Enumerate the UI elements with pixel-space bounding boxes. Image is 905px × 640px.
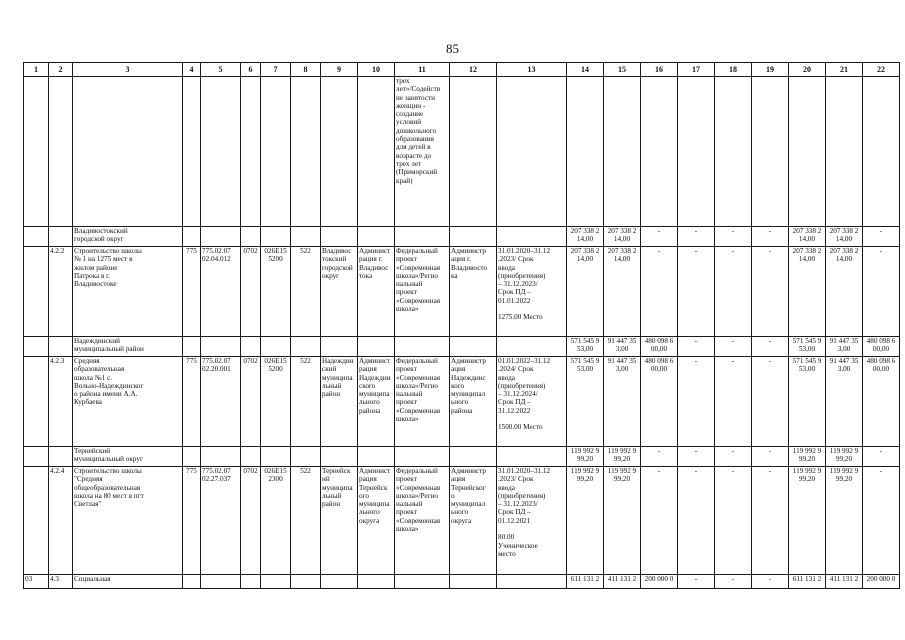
table-cell-col-10 [358,227,395,247]
table-cell-col-11 [395,575,450,589]
table-cell-col-4 [183,337,201,357]
table-cell-col-20: 571 545 9 53,00 [789,357,826,447]
table-cell-col-18: - [715,227,752,247]
table-cell-col-2 [49,77,73,227]
table-cell-col-7: 026E15 5200 [261,247,291,337]
table-cell-col-8 [291,447,321,467]
table-cell-col-14: 207 338 2 14,00 [567,227,604,247]
table-cell-col-6 [241,227,261,247]
table-cell-col-18: - [715,575,752,589]
table-cell-col-12 [450,337,497,357]
table-cell-col-13 [497,227,567,247]
table-cell-col-21: 411 131 2 [826,575,863,589]
table-cell-col-11 [395,337,450,357]
column-number-15: 15 [604,63,641,77]
table-cell-col-14 [567,77,604,227]
table-row [24,77,900,227]
table-cell-col-21: 119 992 9 99,20 [826,447,863,467]
table-cell-col-1 [24,247,49,337]
table-cell-col-18: - [715,447,752,467]
column-number-5: 5 [201,63,241,77]
table-cell-col-5 [201,447,241,467]
table-cell-col-7 [261,337,291,357]
table-cell-col-2 [49,227,73,247]
table-cell-col-9 [321,227,358,247]
table-cell-col-1 [24,447,49,467]
table-cell-col-3 [73,77,183,227]
table-cell-col-14: 207 338 2 14,00 [567,247,604,337]
table-cell-col-14: 119 992 9 99,20 [567,447,604,467]
table-cell-col-10: Админист рация Надеждин ского муниципа льного района [358,357,395,447]
column-number-18: 18 [715,63,752,77]
table-cell-col-20: 207 338 2 14,00 [789,227,826,247]
table-cell-col-3: Строительство школы "Средняя общеобразовательная школа на 80 мест в пгт Светлая" [73,467,183,575]
table-cell-col-16: - [641,247,678,337]
table-cell-col-6 [241,575,261,589]
table-cell-col-8: 522 [291,357,321,447]
column-number-19: 19 [752,63,789,77]
table-cell-col-5: 775.02.07 02.20.001 [201,357,241,447]
table-cell-col-4: 775 [183,247,201,337]
table-cell-col-12 [450,77,497,227]
table-cell-col-9 [321,77,358,227]
table-cell-col-7 [261,77,291,227]
table-cell-col-11: Федеральный проект «Современная школа»/Регио нальный проект «Современная школа» [395,357,450,447]
column-number-22: 22 [863,63,900,77]
table-cell-col-9 [321,575,358,589]
table-cell-col-9: Тернейск ий муниципа льный район [321,467,358,575]
table-cell-col-11 [395,447,450,467]
table-cell-col-4 [183,77,201,227]
table-cell-col-2 [49,447,73,467]
table-cell-col-21: 119 992 9 99,20 [826,467,863,575]
table-cell-col-20: 119 992 9 99,20 [789,467,826,575]
table-cell-col-7 [261,227,291,247]
table-cell-col-19: - [752,227,789,247]
table-cell-col-22 [863,77,900,227]
table-cell-col-19: - [752,337,789,357]
table-cell-col-19: - [752,467,789,575]
column-number-8: 8 [291,63,321,77]
table-cell-col-22: 200 000 0 [863,575,900,589]
column-number-14: 14 [567,63,604,77]
table-cell-col-18: - [715,247,752,337]
column-number-16: 16 [641,63,678,77]
table-cell-col-15: 91 447 35 3,00 [604,357,641,447]
column-number-6: 6 [241,63,261,77]
table-cell-col-6: 0702 [241,357,261,447]
table-cell-col-13: 31.01.2020–31.12 .2023/ Срок ввода (приобретения) – 31.12.2023/ Срок ПД – 01.01.2022 1275.00 Место [497,247,567,337]
table-cell-col-10 [358,447,395,467]
table-cell-col-12: Администр ация Тернейског о муниципал ьного округа [450,467,497,575]
table-cell-col-11: Федеральный проект «Современная школа»/Регио нальный проект «Современная школа» [395,467,450,575]
table-cell-col-7 [261,575,291,589]
column-number-21: 21 [826,63,863,77]
table-cell-col-2: 4.2.2 [49,247,73,337]
table-cell-col-6: 0702 [241,467,261,575]
table-cell-col-1 [24,337,49,357]
table-cell-col-8 [291,77,321,227]
table-cell-col-12 [450,575,497,589]
column-number-2: 2 [49,63,73,77]
table-cell-col-21: 91 447 35 3,00 [826,357,863,447]
table-cell-col-21 [826,77,863,227]
table-cell-col-13: 01.01.2022–31.12 .2024/ Срок ввода (приобретения) – 31.12.2024/ Срок ПД – 31.12.2022 1500.00 Место [497,357,567,447]
table-cell-col-6 [241,337,261,357]
table-row [24,467,900,575]
table-cell-col-1 [24,227,49,247]
table-cell-col-9 [321,337,358,357]
table-cell-col-16 [641,77,678,227]
table-cell-col-16: - [641,227,678,247]
table-cell-col-15: 411 131 2 [604,575,641,589]
table-cell-col-22: - [863,227,900,247]
table-cell-col-5 [201,227,241,247]
budget-table [23,62,900,589]
table-cell-col-7: 026E15 5200 [261,357,291,447]
column-number-13: 13 [497,63,567,77]
table-cell-col-19: - [752,247,789,337]
table-cell-col-4 [183,575,201,589]
table-cell-col-6 [241,77,261,227]
table-cell-col-15: 119 992 9 99,20 [604,447,641,467]
table-cell-col-17: - [678,447,715,467]
table-cell-col-7 [261,447,291,467]
table-cell-col-12: Администр ация г. Владивосто ка [450,247,497,337]
table-cell-col-4 [183,227,201,247]
table-cell-col-13: 31.01.2020–31.12 .2023/ Срок ввода (приобретения) – 31.12.2023/ Срок ПД – 01.12.2021 80.00 Ученическое место [497,467,567,575]
table-cell-col-17: - [678,467,715,575]
table-cell-col-5: 775.02.07 02.27.037 [201,467,241,575]
table-row [24,357,900,447]
table-cell-col-17: - [678,575,715,589]
table-row [24,337,900,357]
table-cell-col-22: - [863,447,900,467]
table-cell-col-16: - [641,467,678,575]
table-cell-col-20: 611 131 2 [789,575,826,589]
table-cell-col-14: 611 131 2 [567,575,604,589]
table-cell-col-21: 91 447 35 3,00 [826,337,863,357]
table-cell-col-5 [201,337,241,357]
table-cell-col-1 [24,357,49,447]
table-cell-col-10 [358,575,395,589]
table-cell-col-13 [497,337,567,357]
table-cell-col-1 [24,77,49,227]
table-cell-col-6 [241,447,261,467]
table-cell-col-20: 207 338 2 14,00 [789,247,826,337]
table-cell-col-10 [358,77,395,227]
column-number-row [24,63,900,77]
table-cell-col-20 [789,77,826,227]
table-cell-col-14: 571 545 9 53,00 [567,337,604,357]
table-cell-col-20: 119 992 9 99,20 [789,447,826,467]
column-number-12: 12 [450,63,497,77]
table-cell-col-16: 480 098 6 00,00 [641,357,678,447]
table-cell-col-13 [497,575,567,589]
table-cell-col-1 [24,467,49,575]
table-cell-col-20: 571 545 9 53,00 [789,337,826,357]
table-cell-col-14: 571 545 9 53,00 [567,357,604,447]
table-cell-col-8 [291,337,321,357]
table-row [24,575,900,589]
table-cell-col-22: 480 098 6 00,00 [863,357,900,447]
table-cell-col-15: 207 338 2 14,00 [604,227,641,247]
table-cell-col-4: 775 [183,357,201,447]
table-cell-col-18: - [715,357,752,447]
table-cell-col-9 [321,447,358,467]
table-cell-col-13 [497,77,567,227]
table-cell-col-17: - [678,227,715,247]
table-cell-col-19: - [752,357,789,447]
table-cell-col-11: Федеральный проект «Современная школа»/Регио нальный проект «Современная школа» [395,247,450,337]
table-cell-col-10 [358,337,395,357]
table-cell-col-15: 91 447 35 3,00 [604,337,641,357]
column-number-10: 10 [358,63,395,77]
table-cell-col-22: - [863,247,900,337]
table-cell-col-8: 522 [291,247,321,337]
table-cell-col-17 [678,77,715,227]
table-cell-col-22: 480 098 6 00,00 [863,337,900,357]
table-cell-col-16: 480 098 6 00,00 [641,337,678,357]
table-cell-col-18 [715,77,752,227]
table-cell-col-16: - [641,447,678,467]
column-number-3: 3 [73,63,183,77]
table-cell-col-17: - [678,247,715,337]
table-cell-col-3: Строительство школы № 1 на 1275 мест в жилом районе Патрока в г. Владивостоке [73,247,183,337]
table-cell-col-19: - [752,447,789,467]
table-cell-col-12: Администр ация Надеждинс кого муниципал ьного района [450,357,497,447]
table-cell-col-8 [291,575,321,589]
page-number: 85 [446,41,459,56]
table-row [24,227,900,247]
table-row [24,247,900,337]
table-cell-col-3: Надеждинский муниципальный район [73,337,183,357]
table-cell-col-3: Средняя образовательная школа №1 с. Вольно-Надеждинског о района имени А.А. Курбаева [73,357,183,447]
table-cell-col-8: 522 [291,467,321,575]
column-number-11: 11 [395,63,450,77]
table-cell-col-5: 775.02.07 02.04.012 [201,247,241,337]
table-cell-col-2: 4.3 [49,575,73,589]
column-number-7: 7 [261,63,291,77]
table-cell-col-9: Владивос токский городской округ [321,247,358,337]
table-cell-col-14: 119 992 9 99,20 [567,467,604,575]
table-cell-col-13 [497,447,567,467]
table-cell-col-22: - [863,467,900,575]
table-cell-col-2 [49,337,73,357]
column-number-9: 9 [321,63,358,77]
table-row [24,447,900,467]
table-cell-col-4: 775 [183,467,201,575]
table-cell-col-5 [201,575,241,589]
table-cell-col-11: трех лет»/Содейств ие занятости женщин - создание условий дошкольного образования для детей в возрасте до трех лет (Приморский край) [395,77,450,227]
table-cell-col-3: Социальная [73,575,183,589]
column-number-4: 4 [183,63,201,77]
table-cell-col-15: 119 992 9 99,20 [604,467,641,575]
table-cell-col-12 [450,447,497,467]
table-cell-col-15: 207 338 2 14,00 [604,247,641,337]
table-cell-col-5 [201,77,241,227]
table-cell-col-8 [291,227,321,247]
table-cell-col-17: - [678,337,715,357]
table-cell-col-19: - [752,575,789,589]
table-cell-col-18: - [715,467,752,575]
table-cell-col-1: 03 [24,575,49,589]
table-cell-col-2: 4.2.4 [49,467,73,575]
table-cell-col-15 [604,77,641,227]
table-cell-col-19 [752,77,789,227]
column-number-20: 20 [789,63,826,77]
table-cell-col-16: 200 000 0 [641,575,678,589]
table-cell-col-17: - [678,357,715,447]
table-cell-col-21: 207 338 2 14,00 [826,227,863,247]
column-number-17: 17 [678,63,715,77]
table-cell-col-2: 4.2.3 [49,357,73,447]
table-cell-col-12 [450,227,497,247]
table-cell-col-18: - [715,337,752,357]
table-cell-col-10: Админист рация Тернейск ого муниципа льного округа [358,467,395,575]
table-cell-col-4 [183,447,201,467]
column-number-1: 1 [24,63,49,77]
table-cell-col-3: Тернейский муниципальный округ [73,447,183,467]
table-cell-col-6: 0702 [241,247,261,337]
table-cell-col-9: Надеждин ский муниципа льный район [321,357,358,447]
table-cell-col-7: 026E15 2300 [261,467,291,575]
table-cell-col-11 [395,227,450,247]
table-cell-col-10: Админист рация г. Владивос тока [358,247,395,337]
table-cell-col-3: Владивостокский городской округ [73,227,183,247]
table-cell-col-21: 207 338 2 14,00 [826,247,863,337]
